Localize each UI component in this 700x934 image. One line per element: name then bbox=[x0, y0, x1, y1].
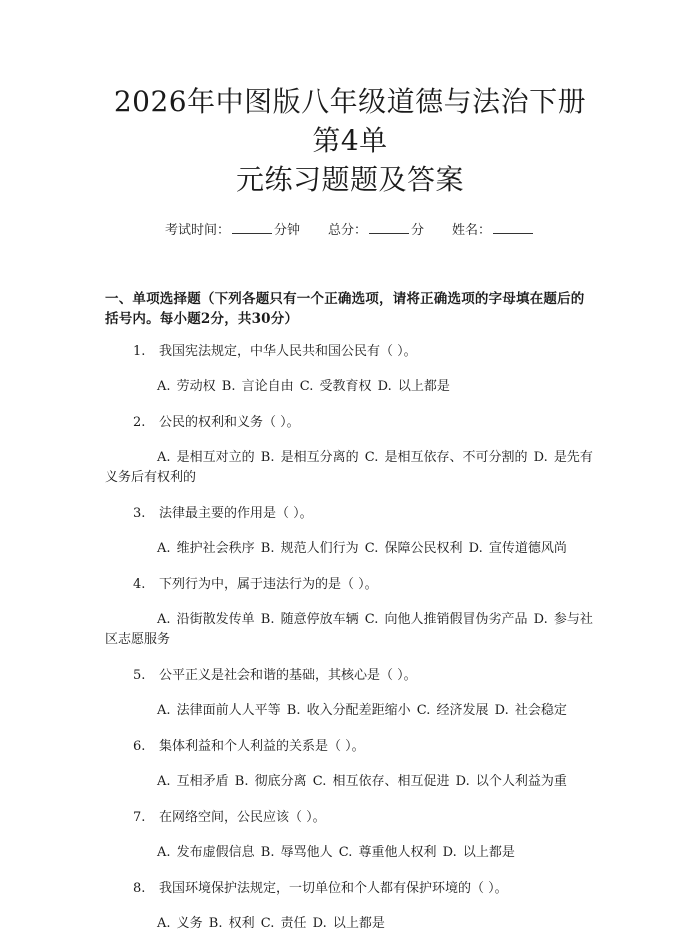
question-number: 5. bbox=[133, 668, 146, 683]
title-line-2: 元练习题题及答案 bbox=[235, 163, 464, 196]
total-score-field bbox=[328, 219, 424, 241]
page-title bbox=[105, 0, 595, 199]
question-stem bbox=[105, 879, 595, 899]
title-line-1: 2026年中图版八年级道德与法治下册第4单 bbox=[113, 85, 587, 157]
question-text: 我国环境保护法规定，一切单位和个人都有保护环境的（ ）。 bbox=[159, 881, 508, 896]
question-stem bbox=[105, 342, 595, 362]
question-item bbox=[105, 504, 595, 559]
question-text: 下列行为中，属于违法行为的是（ ）。 bbox=[159, 577, 378, 592]
question-text: 法律最主要的作用是（ ）。 bbox=[159, 506, 313, 521]
question-item bbox=[105, 342, 595, 397]
question-text: 集体利益和个人利益的关系是（ ）。 bbox=[159, 739, 365, 754]
question-number: 8. bbox=[133, 881, 146, 896]
question-item bbox=[105, 808, 595, 863]
question-number: 3. bbox=[133, 506, 146, 521]
time-unit: 分钟 bbox=[273, 223, 300, 238]
question-stem bbox=[105, 575, 595, 595]
question-options: A. 维护社会秩序 B. 规范人们行为 C. 保障公民权利 D. 宣传道德风尚 bbox=[157, 541, 567, 556]
question-number: 4. bbox=[133, 577, 146, 592]
question-options: A. 发布虚假信息 B. 辱骂他人 C. 尊重他人权利 D. 以上都是 bbox=[157, 845, 515, 860]
name-blank bbox=[493, 219, 533, 234]
question-stem bbox=[105, 504, 595, 524]
question-options: A. 法律面前人人平等 B. 收入分配差距缩小 C. 经济发展 D. 社会稳定 bbox=[157, 703, 567, 718]
question-options: A. 沿街散发传单 B. 随意停放车辆 C. 向他人推销假冒伪劣产品 D. 参与社区志愿服务 bbox=[105, 612, 593, 647]
question-text: 在网络空间，公民应该（ ）。 bbox=[159, 810, 326, 825]
section-header-single-choice: 一、单项选择题（下列各题只有一个正确选项，请将正确选项的字母填在题后的括号内。每小题2分，共30分） bbox=[105, 291, 585, 327]
score-label: 总分： bbox=[327, 223, 367, 238]
question-options: A. 劳动权 B. 言论自由 C. 受教育权 D. 以上都是 bbox=[157, 379, 450, 394]
question-list bbox=[105, 342, 595, 934]
score-blank bbox=[369, 219, 409, 234]
name-field bbox=[452, 219, 535, 241]
score-unit: 分 bbox=[411, 223, 425, 238]
time-blank bbox=[232, 219, 272, 234]
question-item bbox=[105, 575, 595, 650]
question-options: A. 互相矛盾 B. 彻底分离 C. 相互依存、相互促进 D. 以个人利益为重 bbox=[157, 774, 567, 789]
question-item bbox=[105, 879, 595, 934]
question-stem bbox=[105, 666, 595, 686]
exam-time-field bbox=[165, 219, 300, 241]
question-text: 公平正义是社会和谐的基础，其核心是（ ）。 bbox=[159, 668, 417, 683]
question-stem bbox=[105, 413, 595, 433]
question-item bbox=[105, 413, 595, 488]
question-number: 1. bbox=[133, 344, 146, 359]
question-item bbox=[105, 737, 595, 792]
question-number: 2. bbox=[133, 415, 146, 430]
exam-meta bbox=[105, 219, 595, 241]
question-number: 7. bbox=[133, 810, 146, 825]
question-stem bbox=[105, 808, 595, 828]
question-number: 6. bbox=[133, 739, 146, 754]
question-text: 我国宪法规定，中华人民共和国公民有（ ）。 bbox=[159, 344, 417, 359]
question-options: A. 义务 B. 权利 C. 责任 D. 以上都是 bbox=[157, 916, 385, 931]
question-text: 公民的权利和义务（ ）。 bbox=[159, 415, 300, 430]
question-item bbox=[105, 666, 595, 721]
question-stem bbox=[105, 737, 595, 757]
question-options: A. 是相互对立的 B. 是相互分离的 C. 是相互依存、不可分割的 D. 是先有义务后有权利的 bbox=[105, 450, 593, 485]
time-label: 考试时间： bbox=[164, 223, 230, 238]
name-label: 姓名： bbox=[452, 223, 492, 238]
